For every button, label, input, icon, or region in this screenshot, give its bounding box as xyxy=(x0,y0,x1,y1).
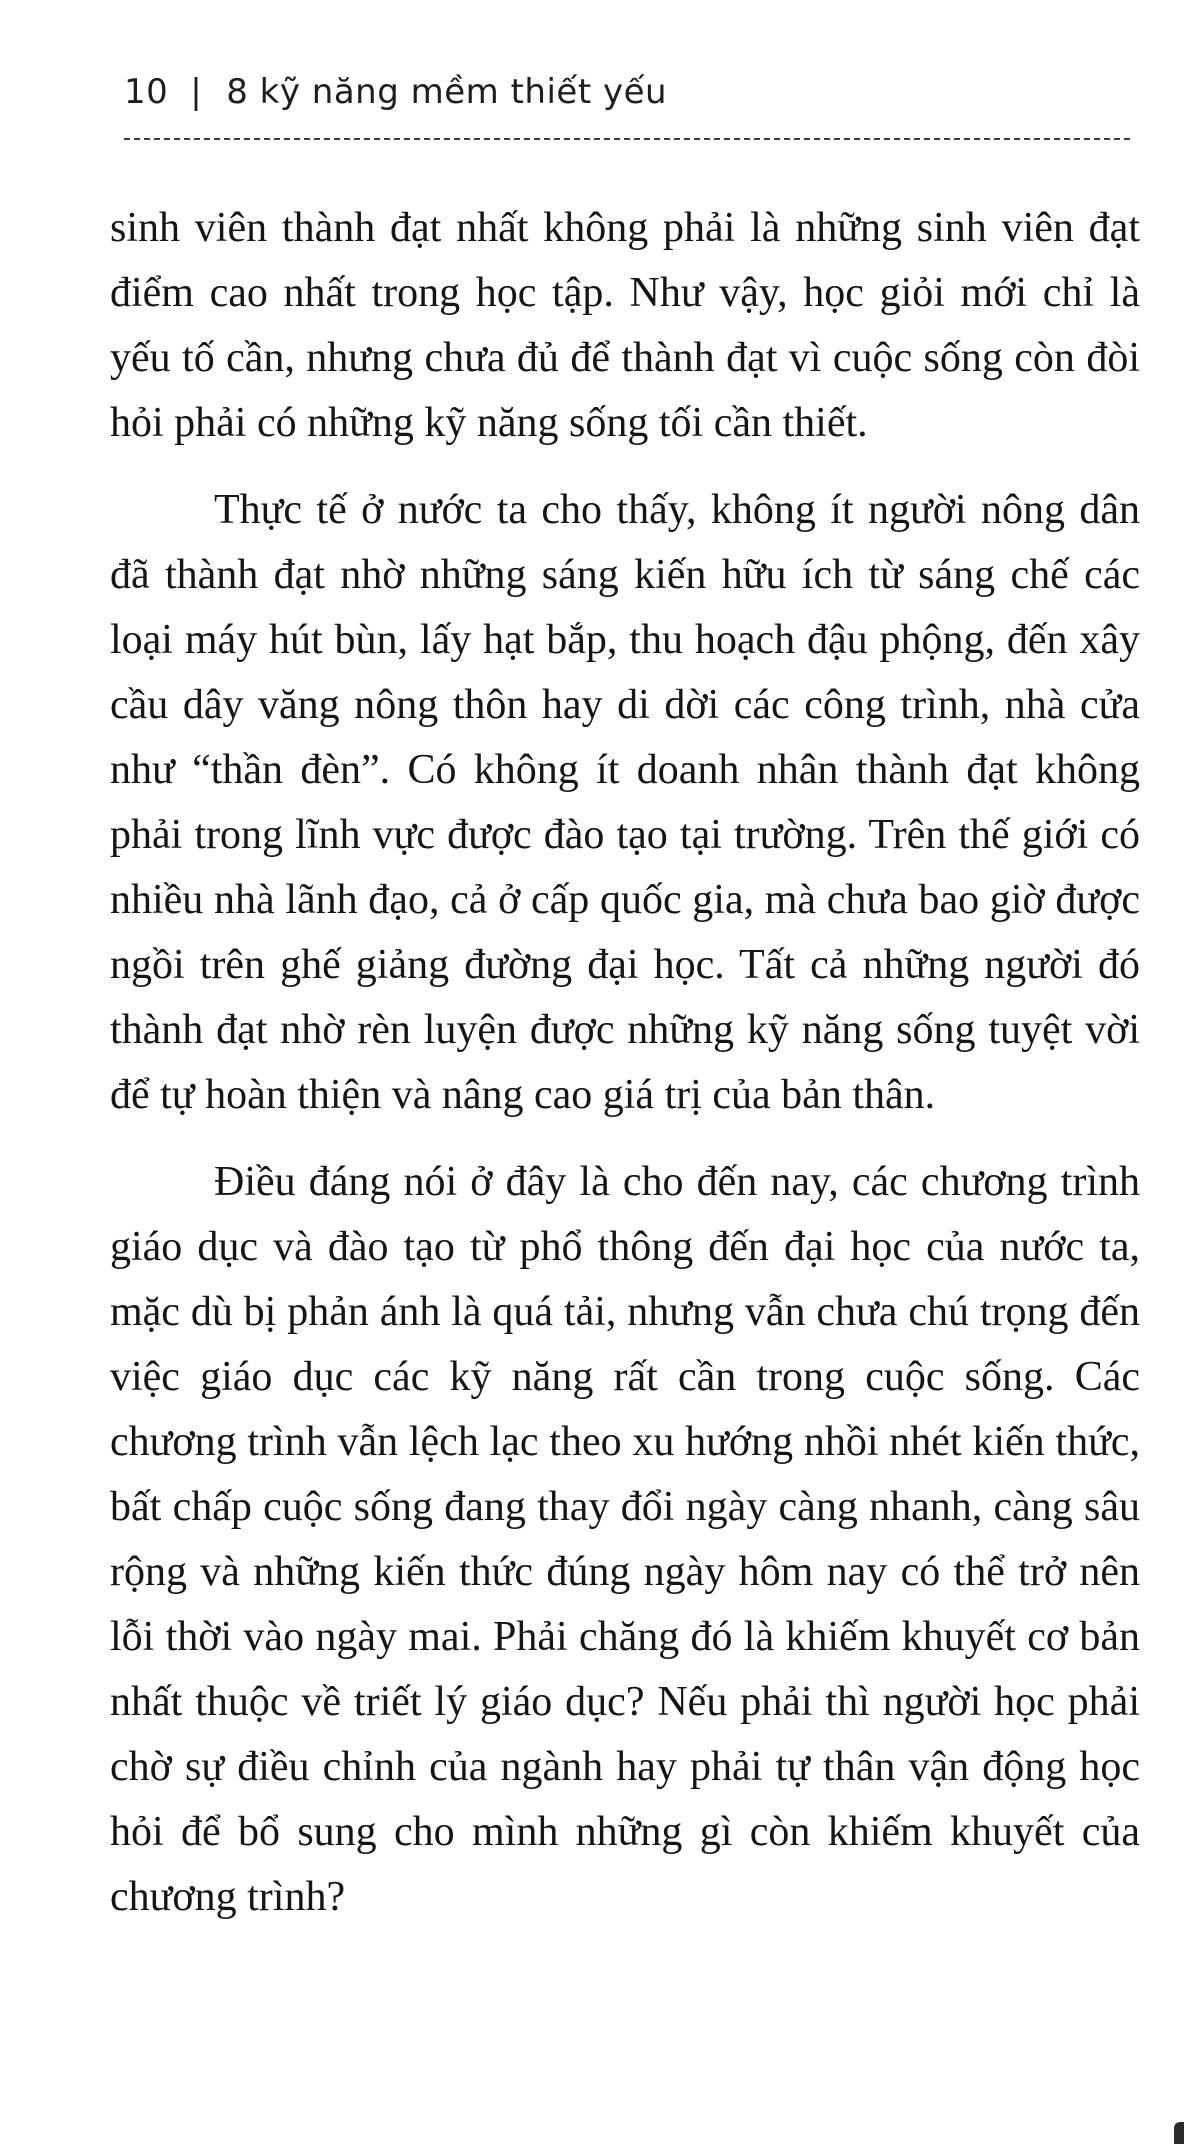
paragraph-continued: sinh viên thành đạt nhất không phải là những sinh viên đạt điểm cao nhất trong học tập. Như vậy, học giỏi mới chỉ là yếu tố cần, nhưng chưa đủ để thành đạt vì cuộc sống còn đòi hỏi phải có những kỹ năng sống tối cần thiết. xyxy=(110,205,1140,446)
book-title: 8 kỹ năng mềm thiết yếu xyxy=(226,72,668,112)
header-separator: | xyxy=(190,72,203,112)
paragraph: Thực tế ở nước ta cho thấy, không ít người nông dân đã thành đạt nhờ những sáng kiến hữu ích từ sáng chế các loại máy hút bùn, lấy hạt bắp, thu hoạch đậu phộng, đến xây cầu dây văng nông thôn hay di dời các công trình, nhà cửa như “thần đèn”. Có không ít doanh nhân thành đạt không phải trong lĩnh vực được đào tạo tại trường. Trên thế giới có nhiều nhà lãnh đạo, cả ở cấp quốc gia, mà chưa bao giờ được ngồi trên ghế giảng đường đại học. Tất cả những người đó thành đạt nhờ rèn luyện được những kỹ năng sống tuyệt vời để tự hoàn thiện và nâng cao giá trị của bản thân. xyxy=(110,487,1140,1118)
paragraph: Điều đáng nói ở đây là cho đến nay, các chương trình giáo dục và đào tạo từ phổ thông đến đại học của nước ta, mặc dù bị phản ánh là quá tải, nhưng vẫn chưa chú trọng đến việc giáo dục các kỹ năng rất cần trong cuộc sống. Các chương trình vẫn lệch lạc theo xu hướng nhồi nhét kiến thức, bất chấp cuộc sống đang thay đổi ngày càng nhanh, càng sâu rộng và những kiến thức đúng ngày hôm nay có thể trở nên lỗi thời vào ngày mai. Phải chăng đó là khiếm khuyết cơ bản nhất thuộc về triết lý giáo dục? Nếu phải thì người học phải chờ sự điều chỉnh của ngành hay phải tự thân vận động học hỏi để bổ sung cho mình những gì còn khiếm khuyết của chương trình? xyxy=(110,1159,1140,1920)
body-text xyxy=(110,196,1140,1930)
header-dashed-rule xyxy=(124,138,1130,140)
page-number: 10 xyxy=(124,72,169,112)
scan-edge-mark xyxy=(1174,2122,1184,2144)
running-header xyxy=(124,72,667,112)
